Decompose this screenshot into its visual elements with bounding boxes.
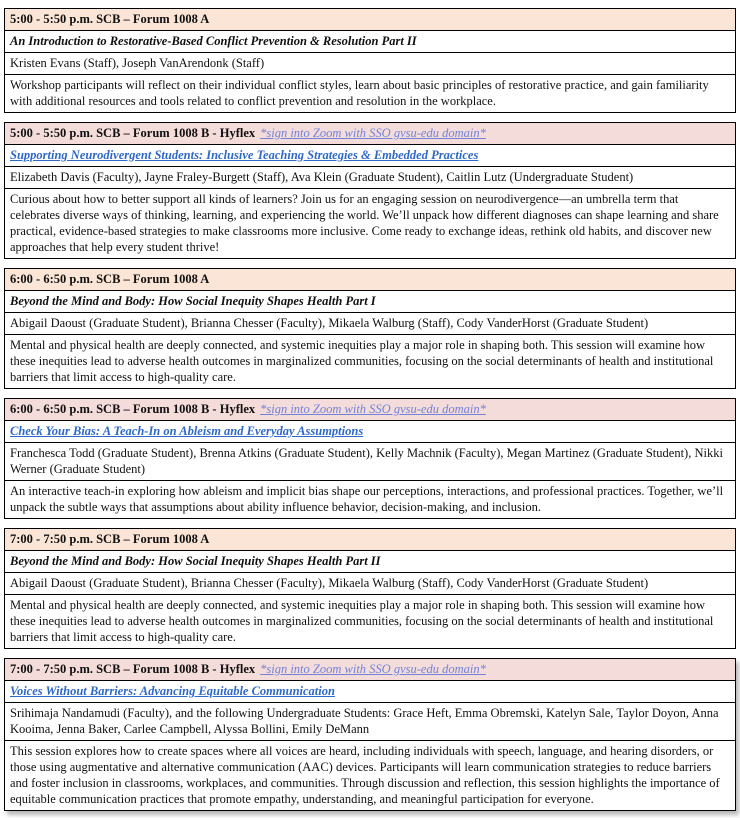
session-time-text: 6:00 - 6:50 p.m. SCB – Forum 1008 A	[10, 272, 210, 286]
session-time-location	[5, 269, 736, 291]
session-title	[5, 145, 736, 167]
session-description: Mental and physical health are deeply connected, and systemic inequities play a major role in shaping both. This session will examine how these inequities lead to adverse health outcomes in marginalized communities, focusing on the social determinants of health and institutional barriers that limit access to high-quality care.	[5, 595, 736, 649]
session-description: Workshop participants will reflect on their individual conflict styles, learn about basic principles of restorative practice, and gain familiarity with additional resources and tools related to conflict prevention and resolution in the workplace.	[5, 75, 736, 113]
session-time-location	[5, 529, 736, 551]
session-block-6	[4, 658, 736, 811]
session-title	[5, 421, 736, 443]
zoom-sso-link[interactable]: *sign into Zoom with SSO gvsu-edu domain*	[260, 662, 486, 676]
session-description: This session explores how to create spaces where all voices are heard, including individuals with speech, language, and hearing disorders, or those using augmentative and alternative communication (AAC) devices. Participants will learn communication strategies to reduce barriers and foster inclusion in classrooms, workplaces, and communities. Through discussion and reflection, this session highlights the importance of equitable communication practices that promote empathy, understanding, and meaningful participation for everyone.	[5, 741, 736, 811]
session-presenters: Elizabeth Davis (Faculty), Jayne Fraley-Burgett (Staff), Ava Klein (Graduate Student), Caitlin Lutz (Undergraduate Student)	[5, 167, 736, 189]
session-description: An interactive teach-in exploring how ableism and implicit bias shape our perceptions, interactions, and professional practices. Together, we’ll unpack the subtle ways that assumptions about ability influence behavior, decision-making, and inclusion.	[5, 481, 736, 519]
session-time-location	[5, 9, 736, 31]
session-block-1	[4, 8, 736, 113]
session-block-5	[4, 528, 736, 649]
zoom-sso-link[interactable]: *sign into Zoom with SSO gvsu-edu domain*	[260, 126, 486, 140]
session-presenters: Srihimaja Nandamudi (Faculty), and the following Undergraduate Students: Grace Heft, Emma Obremski, Katelyn Sale, Taylor Doyon, Anna Kooima, Jenna Baker, Carlee Campbell, Alyssa Bollini, Emily DeMann	[5, 703, 736, 741]
zoom-sso-link[interactable]: *sign into Zoom with SSO gvsu-edu domain*	[260, 402, 486, 416]
session-time-text: 5:00 - 5:50 p.m. SCB – Forum 1008 A	[10, 12, 210, 26]
session-time-text: 6:00 - 6:50 p.m. SCB – Forum 1008 B - Hyflex	[10, 402, 256, 416]
session-time-text: 5:00 - 5:50 p.m. SCB – Forum 1008 B - Hyflex	[10, 126, 256, 140]
session-title-link[interactable]: Check Your Bias: A Teach-In on Ableism and Everyday Assumptions	[10, 424, 364, 438]
session-title-link[interactable]: Supporting Neurodivergent Students: Inclusive Teaching Strategies & Embedded Practices	[10, 148, 479, 162]
session-title: Beyond the Mind and Body: How Social Inequity Shapes Health Part II	[5, 551, 736, 573]
session-presenters: Abigail Daoust (Graduate Student), Brianna Chesser (Faculty), Mikaela Walburg (Staff), Cody VanderHorst (Graduate Student)	[5, 573, 736, 595]
session-presenters: Abigail Daoust (Graduate Student), Brianna Chesser (Faculty), Mikaela Walburg (Staff), Cody VanderHorst (Graduate Student)	[5, 313, 736, 335]
session-block-2	[4, 122, 736, 259]
session-title: An Introduction to Restorative-Based Conflict Prevention & Resolution Part II	[5, 31, 736, 53]
session-presenters: Franchesca Todd (Graduate Student), Brenna Atkins (Graduate Student), Kelly Machnik (Faculty), Megan Martinez (Graduate Student), Nikki Werner (Graduate Student)	[5, 443, 736, 481]
session-block-3	[4, 268, 736, 389]
session-description: Curious about how to better support all kinds of learners? Join us for an engaging session on neurodivergence—an umbrella term that celebrates diverse ways of thinking, learning, and experiencing the world. We’ll unpack how different diagnoses can shape learning and share practical, evidence-based strategies to make classrooms more inclusive. Come ready to exchange ideas, rethink old habits, and discover new approaches that help every student thrive!	[5, 189, 736, 259]
session-time-location	[5, 659, 736, 681]
session-description: Mental and physical health are deeply connected, and systemic inequities play a major role in shaping both. This session will examine how these inequities lead to adverse health outcomes in marginalized communities, focusing on the social determinants of health and institutional barriers that limit access to high-quality care.	[5, 335, 736, 389]
session-time-text: 7:00 - 7:50 p.m. SCB – Forum 1008 A	[10, 532, 210, 546]
session-title: Beyond the Mind and Body: How Social Inequity Shapes Health Part I	[5, 291, 736, 313]
session-title-link[interactable]: Voices Without Barriers: Advancing Equitable Communication	[10, 684, 335, 698]
session-presenters: Kristen Evans (Staff), Joseph VanArendonk (Staff)	[5, 53, 736, 75]
session-time-location	[5, 123, 736, 145]
session-block-4	[4, 398, 736, 519]
session-title	[5, 681, 736, 703]
session-time-location	[5, 399, 736, 421]
session-time-text: 7:00 - 7:50 p.m. SCB – Forum 1008 B - Hyflex	[10, 662, 256, 676]
